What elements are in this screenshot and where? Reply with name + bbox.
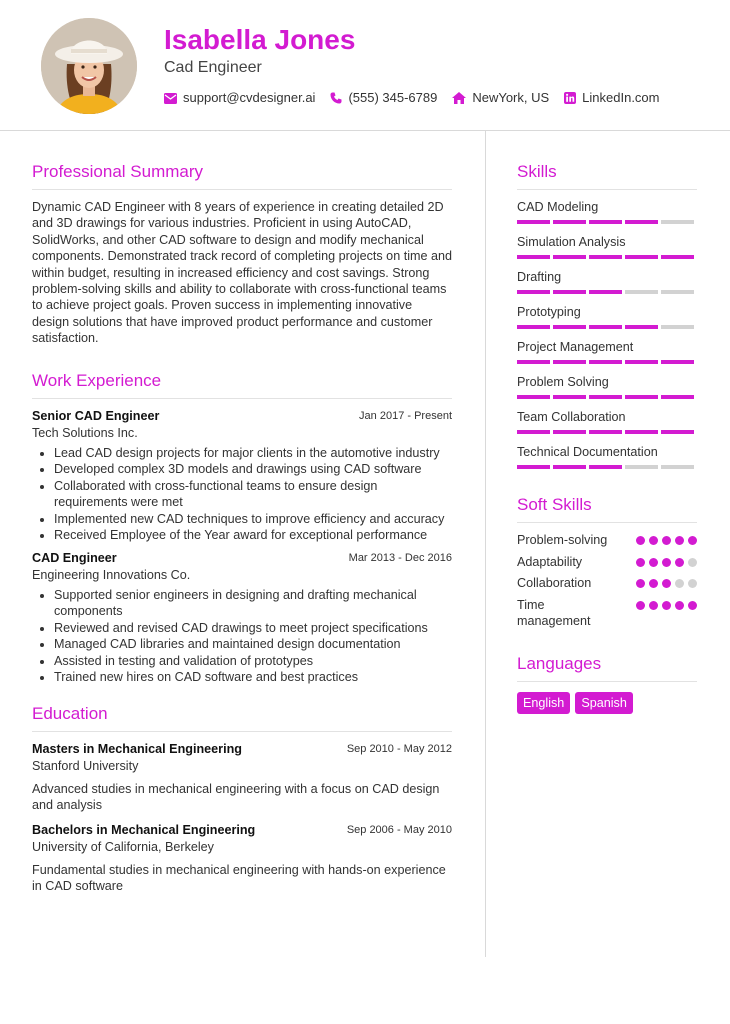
rating-dot [636, 536, 645, 545]
job-entry [32, 408, 452, 544]
skill-name: CAD Modeling [517, 200, 599, 214]
skill-level-segment [553, 220, 586, 224]
soft-skill-name: Collaboration [517, 576, 592, 590]
contact-linkedin[interactable] [564, 89, 659, 107]
rating-dot [688, 536, 697, 545]
skill-item [517, 374, 697, 399]
profile-photo [41, 18, 137, 114]
skill-level-segment [553, 290, 586, 294]
education-heading: Education [32, 702, 452, 732]
bullet-item: • Trained new hires on CAD software and best practices [54, 669, 452, 686]
job-position: CAD Engineer [32, 550, 117, 565]
soft-skill-rating [636, 597, 697, 610]
summary-text: Dynamic CAD Engineer with 8 years of experience in creating detailed 2D and 3D drawings for various industries. Proficient in using AutoCAD, SolidWorks, and other CAD software to design and modify mechanical components. Demonstrated track record of completing projects on time and within budget, resulting in increased efficiency and cost savings. Strong problem-solving skills and ability to collaborate with cross-functional teams to achieve project goals. Proven success in implementing innovative design solutions that have improved product performance and customer satisfaction. [32, 200, 452, 346]
job-company: Tech Solutions Inc. [32, 425, 138, 440]
school-name: University of California, Berkeley [32, 839, 214, 854]
skill-item [517, 444, 697, 469]
job-date: Mar 2013 - Dec 2016 [348, 551, 452, 564]
phone-icon [330, 92, 342, 104]
skill-level-segment [589, 360, 622, 364]
soft-skills-heading: Soft Skills [517, 493, 697, 523]
skills-list [517, 199, 697, 469]
skill-level-segment [625, 290, 658, 294]
job-bullets [32, 445, 452, 544]
rating-dot [662, 601, 671, 610]
skill-level-segment [589, 325, 622, 329]
language-tag: English [517, 692, 570, 714]
rating-dot [662, 536, 671, 545]
bullet-item: • Implemented new CAD techniques to improve efficiency and accuracy [54, 511, 452, 528]
skill-level-segment [661, 220, 694, 224]
contact-phone[interactable] [330, 89, 437, 107]
skill-level-segment [589, 255, 622, 259]
education-entry [32, 822, 452, 895]
skill-level-segment [589, 395, 622, 399]
skill-level-segment [661, 395, 694, 399]
skill-level-segment [625, 255, 658, 259]
education-date: Sep 2006 - May 2010 [346, 823, 452, 836]
contact-phone-text: (555) 345-6789 [348, 90, 438, 105]
rating-dot [662, 579, 671, 588]
rating-dot [649, 579, 658, 588]
soft-skill-name: Problem-solving [517, 533, 608, 547]
skill-name: Problem Solving [517, 375, 609, 389]
skill-level-segment [553, 255, 586, 259]
contact-info [164, 89, 660, 107]
job-bullets [32, 587, 452, 686]
education-description: Fundamental studies in mechanical engineering with hands-on experience in CAD software [32, 862, 446, 894]
languages-heading: Languages [517, 652, 697, 682]
skill-level-bar [517, 255, 697, 259]
contact-email[interactable] [164, 89, 315, 107]
skill-level-segment [625, 325, 658, 329]
skill-level-segment [553, 430, 586, 434]
linkedin-icon [564, 92, 576, 104]
skill-level-bar [517, 360, 697, 364]
job-position: Senior CAD Engineer [32, 408, 160, 423]
skill-level-bar [517, 290, 697, 294]
skill-level-segment [517, 290, 550, 294]
skill-level-segment [625, 395, 658, 399]
skill-level-segment [517, 360, 550, 364]
skill-level-segment [625, 465, 658, 469]
bullet-item: • Collaborated with cross-functional teams to ensure design requirements were met [54, 478, 452, 511]
language-tag: Spanish [575, 692, 633, 714]
soft-skill-item [517, 554, 697, 571]
skill-level-segment [625, 430, 658, 434]
skill-level-segment [517, 325, 550, 329]
bullet-item: • Reviewed and revised CAD drawings to meet project specifications [54, 620, 452, 637]
skill-item [517, 304, 697, 329]
soft-skill-item [517, 575, 697, 592]
soft-skill-name: Time management [517, 597, 591, 628]
skill-level-segment [661, 290, 694, 294]
rating-dot [636, 579, 645, 588]
skill-level-segment [589, 465, 622, 469]
skill-level-segment [553, 325, 586, 329]
skill-level-segment [589, 220, 622, 224]
job-entry [32, 550, 452, 686]
summary-heading: Professional Summary [32, 160, 452, 190]
rating-dot [649, 558, 658, 567]
skill-level-bar [517, 220, 697, 224]
education-description: Advanced studies in mechanical engineering with a focus on CAD design and analysis [32, 781, 440, 813]
education-date: Sep 2010 - May 2012 [346, 742, 452, 755]
rating-dot [675, 579, 684, 588]
rating-dot [636, 558, 645, 567]
degree-name: Bachelors in Mechanical Engineering [32, 822, 256, 837]
envelope-icon [164, 93, 177, 104]
languages-list [517, 692, 697, 714]
skill-item [517, 339, 697, 364]
soft-skills-list [517, 532, 697, 630]
resume-header [0, 0, 730, 131]
bullet-item: • Assisted in testing and validation of prototypes [54, 653, 452, 670]
skill-level-segment [625, 220, 658, 224]
skill-level-segment [589, 430, 622, 434]
bullet-item: • Supported senior engineers in designing and drafting mechanical components [54, 587, 452, 620]
skill-level-segment [553, 395, 586, 399]
bullet-item: • Developed complex 3D models and drawings using CAD software [54, 461, 452, 478]
skill-level-segment [661, 325, 694, 329]
skill-name: Simulation Analysis [517, 235, 626, 249]
skill-item [517, 199, 697, 224]
skill-name: Prototyping [517, 305, 581, 319]
contact-location-text: NewYork, US [472, 90, 550, 105]
rating-dot [649, 536, 658, 545]
skill-level-bar [517, 430, 697, 434]
bullet-item: • Received Employee of the Year award for exceptional performance [54, 527, 452, 544]
rating-dot [649, 601, 658, 610]
soft-skill-rating [636, 554, 697, 567]
soft-skill-item [517, 532, 697, 549]
rating-dot [675, 558, 684, 567]
skill-level-segment [589, 290, 622, 294]
school-name: Stanford University [32, 758, 139, 773]
skill-item [517, 269, 697, 294]
skill-item [517, 409, 697, 434]
experience-heading: Work Experience [32, 369, 452, 399]
job-company: Engineering Innovations Co. [32, 567, 191, 582]
side-column [517, 160, 697, 714]
job-title: Cad Engineer [164, 59, 262, 76]
skill-level-segment [517, 220, 550, 224]
column-divider [485, 131, 486, 957]
skill-level-segment [517, 255, 550, 259]
rating-dot [662, 558, 671, 567]
skill-level-segment [553, 465, 586, 469]
skill-level-bar [517, 465, 697, 469]
soft-skill-rating [636, 575, 697, 588]
bullet-item: • Managed CAD libraries and maintained design documentation [54, 636, 452, 653]
skill-name: Team Collaboration [517, 410, 626, 424]
contact-linkedin-text: LinkedIn.com [582, 90, 660, 105]
rating-dot [675, 536, 684, 545]
skills-heading: Skills [517, 160, 697, 190]
job-date: Jan 2017 - Present [359, 409, 452, 422]
bullet-item: • Lead CAD design projects for major clients in the automotive industry [54, 445, 452, 462]
home-icon [452, 92, 466, 104]
contact-location [452, 89, 549, 107]
skill-level-segment [517, 430, 550, 434]
rating-dot [636, 601, 645, 610]
degree-name: Masters in Mechanical Engineering [32, 741, 242, 756]
skill-item [517, 234, 697, 259]
skill-level-segment [661, 255, 694, 259]
soft-skill-name: Adaptability [517, 554, 583, 569]
skill-level-segment [661, 465, 694, 469]
skill-level-bar [517, 395, 697, 399]
skill-name: Technical Documentation [517, 445, 658, 459]
skill-level-segment [625, 360, 658, 364]
skill-level-segment [517, 465, 550, 469]
rating-dot [688, 601, 697, 610]
skill-name: Project Management [517, 340, 634, 354]
contact-email-text: support@cvdesigner.ai [183, 90, 316, 105]
skill-level-segment [553, 360, 586, 364]
rating-dot [688, 558, 697, 567]
main-column [32, 160, 452, 903]
soft-skill-item [517, 597, 697, 630]
skill-name: Drafting [517, 270, 562, 284]
education-entry [32, 741, 452, 814]
skill-level-segment [517, 395, 550, 399]
soft-skill-rating [636, 532, 697, 545]
candidate-name: Isabella Jones [164, 24, 356, 55]
rating-dot [688, 579, 697, 588]
skill-level-segment [661, 430, 694, 434]
skill-level-segment [661, 360, 694, 364]
rating-dot [675, 601, 684, 610]
skill-level-bar [517, 325, 697, 329]
